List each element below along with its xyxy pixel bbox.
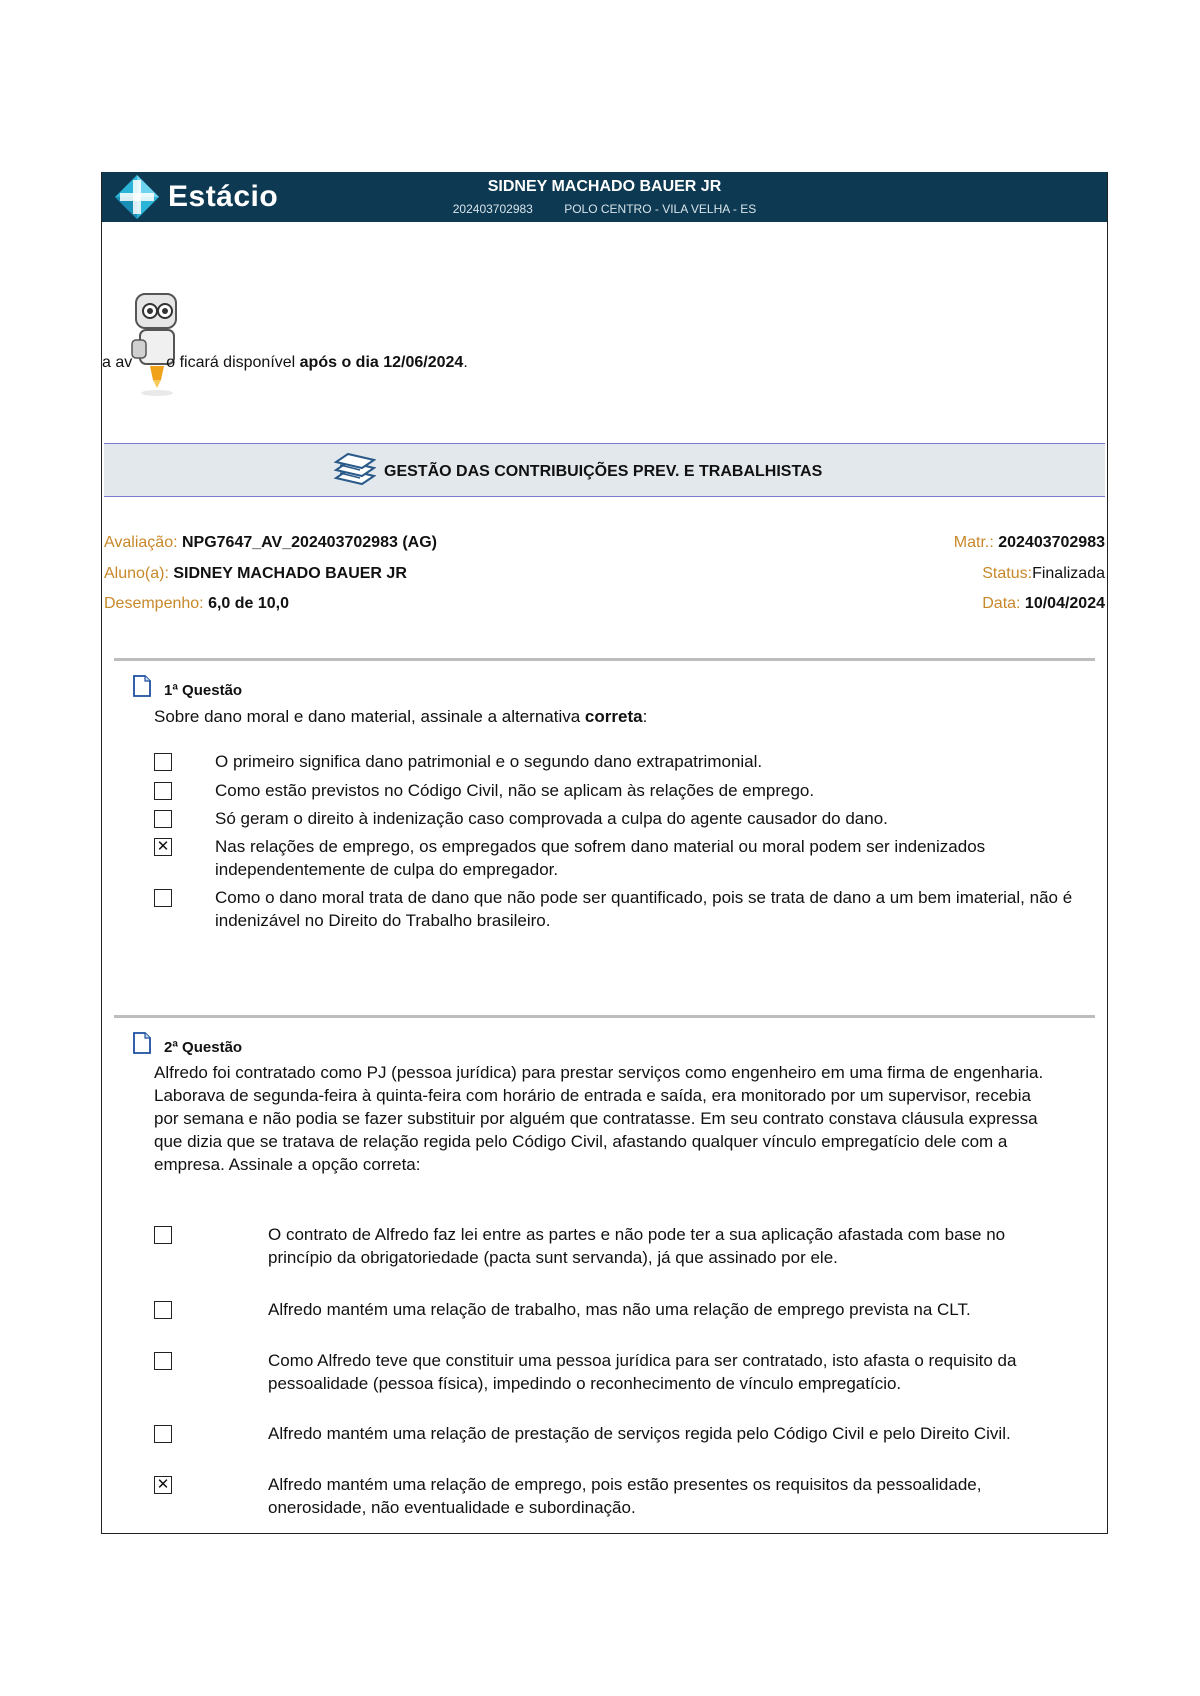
- q2-option-3-text: Como Alfredo teve que constituir uma pessoa jurídica para ser contratado, isto afasta o requisito da pessoalidade (pessoa física), impedindo o reconhecimento de vínculo empregatício.: [268, 1351, 1017, 1393]
- q1-option-4-checkbox[interactable]: ✕: [154, 838, 172, 856]
- avaliacao-row: [104, 534, 437, 552]
- matricula-label: Matr.:: [953, 534, 999, 551]
- q2-option-2-checkbox[interactable]: [154, 1301, 172, 1319]
- exam-sheet: [101, 172, 1108, 1534]
- header-bar: [102, 172, 1107, 222]
- notice-suffix: .: [463, 354, 468, 371]
- notice-prefix: a av: [102, 354, 133, 371]
- student-name: SIDNEY MACHADO BAUER JR: [487, 178, 722, 195]
- aluno-label: Aluno(a):: [104, 565, 174, 582]
- data-label: Data:: [982, 595, 1025, 612]
- matricula-row: [954, 534, 1105, 552]
- question-document-icon: [133, 1032, 151, 1054]
- q2-option-4-text: Alfredo mantém uma relação de prestação de serviços regida pelo Código Civil e pelo Direito Civil.: [268, 1424, 1011, 1443]
- question-1-prompt-emphasis: correta: [584, 707, 643, 726]
- brand-name: Estácio: [168, 180, 279, 213]
- robot-mascot-icon: [128, 292, 180, 396]
- notice-middle: o ficará disponível: [166, 354, 300, 371]
- q1-option-5-checkbox[interactable]: [154, 889, 172, 907]
- aluno-value: SIDNEY MACHADO BAUER JR: [173, 565, 407, 582]
- enrollment-number: 202403702983: [452, 202, 533, 216]
- q2-option-5-text: Alfredo mantém uma relação de emprego, pois estão presentes os requisitos da pessoalidade, onerosidade, não eventualidade e subordinação.: [268, 1475, 982, 1517]
- question-divider: [114, 658, 1095, 661]
- course-banner: [104, 443, 1105, 497]
- question-1-prompt: [154, 705, 1054, 728]
- q1-option-5-text: Como o dano moral trata de dano que não pode ser quantificado, pois se trata de dano a um bem imaterial, não é indenizável no Direito do Trabalho brasileiro.: [215, 888, 1073, 930]
- question-document-icon: [133, 675, 151, 697]
- matricula-value: 202403702983: [998, 534, 1105, 551]
- availability-notice: [102, 354, 468, 372]
- q1-option-4-text: Nas relações de emprego, os empregados que sofrem dano material ou moral podem ser indenizados independentemente de culpa do empregador.: [215, 837, 986, 879]
- desempenho-value: 6,0 de 10,0: [208, 595, 290, 612]
- student-subline: [102, 202, 1107, 216]
- q1-option-3-checkbox[interactable]: [154, 810, 172, 828]
- question-divider: [114, 1015, 1095, 1018]
- q1-option-1-checkbox[interactable]: [154, 753, 172, 771]
- course-title: GESTÃO DAS CONTRIBUIÇÕES PREV. E TRABALHISTAS: [384, 463, 823, 480]
- data-value: 10/04/2024: [1024, 595, 1105, 612]
- q1-option-1-text: O primeiro significa dano patrimonial e o segundo dano extrapatrimonial.: [215, 752, 763, 771]
- q1-option-3-text: Só geram o direito à indenização caso comprovada a culpa do agente causador do dano.: [215, 809, 888, 828]
- aluno-row: [104, 565, 407, 583]
- q2-option-3-checkbox[interactable]: [154, 1352, 172, 1370]
- desempenho-row: [104, 595, 289, 613]
- avaliacao-value: NPG7647_AV_202403702983 (AG): [181, 534, 437, 551]
- question-2-heading: 2ª Questão: [164, 1039, 243, 1056]
- question-1-heading: 1ª Questão: [164, 682, 243, 699]
- q2-option-4-checkbox[interactable]: [154, 1425, 172, 1443]
- question-2-prompt: Alfredo foi contratado como PJ (pessoa jurídica) para prestar serviços como engenheiro em uma firma de engenharia. Laborava de segunda-feira à quinta-feira com horário de entrada e saída, era monitorado por um supervisor, recebia por semana e não podia se fazer substituir por alguém que contratasse. Em seu contrato constava cláusula expressa que dizia que se tratava de relação regida pelo Código Civil, afastando qualquer vínculo empregatício dele com a empresa. Assinale a opção correta:: [154, 1063, 1044, 1174]
- campus-name: POLO CENTRO - VILA VELHA - ES: [564, 202, 757, 216]
- question-1-prompt-end: :: [642, 707, 648, 726]
- q2-option-2-text: Alfredo mantém uma relação de trabalho, mas não uma relação de emprego prevista na CLT.: [268, 1300, 971, 1319]
- q2-option-1-checkbox[interactable]: [154, 1226, 172, 1244]
- q1-option-2-text: Como estão previstos no Código Civil, não se aplicam às relações de emprego.: [215, 781, 815, 800]
- q2-option-1-text: O contrato de Alfredo faz lei entre as partes e não pode ter a sua aplicação afastada com base no princípio da obrigatoriedade (pacta sunt servanda), já que assinado por ele.: [268, 1225, 1006, 1267]
- desempenho-label: Desempenho:: [104, 595, 209, 612]
- avaliacao-label: Avaliação:: [104, 534, 182, 551]
- status-row: [982, 565, 1105, 583]
- notice-date: após o dia 12/06/2024: [299, 354, 464, 371]
- data-row: [982, 595, 1105, 613]
- books-icon: [332, 450, 376, 486]
- q1-option-2-checkbox[interactable]: [154, 782, 172, 800]
- status-value: Finalizada: [1032, 565, 1105, 582]
- question-1-prompt-text: Sobre dano moral e dano material, assinale a alternativa: [154, 707, 585, 726]
- status-label: Status:: [982, 565, 1033, 582]
- q2-option-5-checkbox[interactable]: ✕: [154, 1476, 172, 1494]
